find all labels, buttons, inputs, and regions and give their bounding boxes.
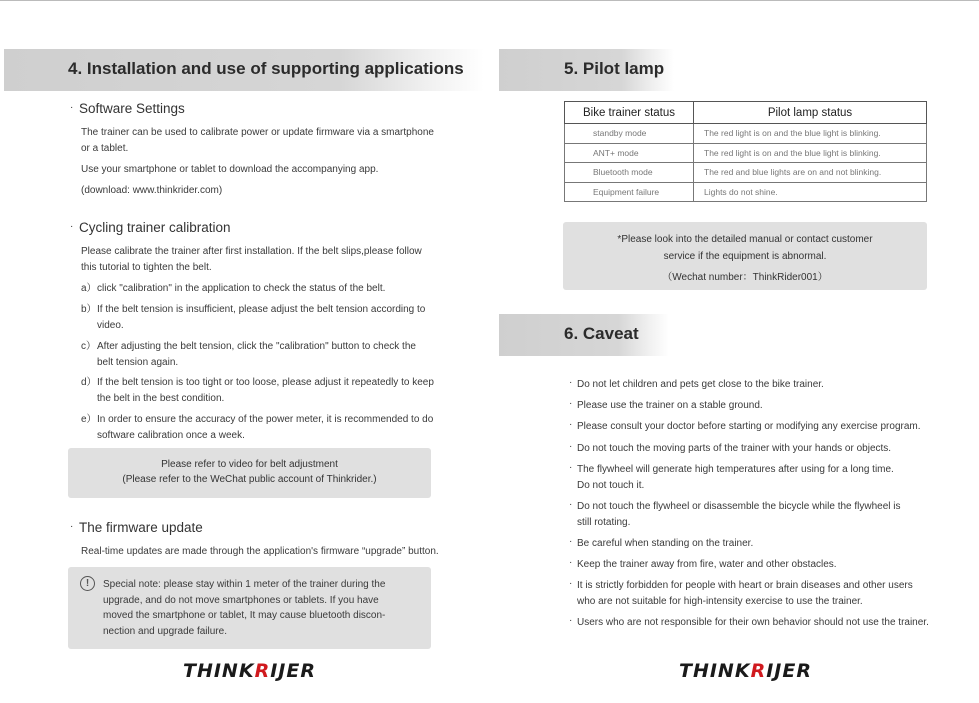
thinkrider-logo-left: THINKRIJER xyxy=(183,660,316,682)
caveat-item: · Please use the trainer on a stable ground. xyxy=(569,398,763,411)
bullet-icon: · xyxy=(569,377,573,388)
calibration-step-a: a） click "calibration" in the application to check the status of the belt. xyxy=(81,283,386,294)
bullet-icon: · xyxy=(70,521,74,532)
contact-notice-box: *Please look into the detailed manual or contact customer service if the equipment is abnormal. （Wechat number：ThinkRider001） xyxy=(563,222,927,290)
table-cell: standby mode xyxy=(565,124,694,144)
caveat-item: · Users who are not responsible for their own behavior should not use the trainer. xyxy=(569,615,929,628)
table-cell: The red light is on and the blue light is blinking. xyxy=(694,143,927,163)
thinkrider-logo-right: THINKRIJER xyxy=(679,660,812,682)
table-cell: Equipment failure xyxy=(565,182,694,202)
table-cell: The red light is on and the blue light is blinking. xyxy=(694,124,927,144)
table-header: Pilot lamp status xyxy=(694,102,927,124)
firmware-paragraph: Real-time updates are made through the application's firmware “upgrade” button. xyxy=(81,546,439,557)
section-title: 5. Pilot lamp xyxy=(564,59,665,78)
caveat-item: · Be careful when standing on the trainer. xyxy=(569,536,754,549)
caveat-item: · Do not touch the flywheel or disassemble the bicycle while the flywheel is still rotating. xyxy=(569,499,901,528)
bullet-icon: · xyxy=(569,557,573,568)
table-row xyxy=(565,182,927,202)
special-note-text: Special note: please stay within 1 meter of the trainer during the upgrade, and do not move smartphones or tablets. If you have moved the smartphone or tablet, It may cause bluetooth discon- nection and upgrade failure. xyxy=(103,579,386,637)
calibration-step-b: b） If the belt tension is insufficient, please adjust the belt tension according to video. xyxy=(81,304,426,331)
caveat-item: · Do not let children and pets get close to the bike trainer. xyxy=(569,377,824,390)
bullet-icon: · xyxy=(569,536,573,547)
table-row xyxy=(565,124,927,144)
bullet-icon: · xyxy=(70,102,74,113)
bullet-icon: · xyxy=(569,462,573,473)
caveat-item: · Please consult your doctor before starting or modifying any exercise program. xyxy=(569,419,921,432)
belt-adjustment-note: Please refer to video for belt adjustment (Please refer to the WeChat public account of Thinkrider.) xyxy=(68,448,431,498)
section-header-installation xyxy=(4,49,484,91)
pilot-lamp-table xyxy=(564,101,927,202)
bullet-icon: · xyxy=(569,499,573,510)
firmware-heading: · The firmware update xyxy=(70,520,203,535)
bullet-icon: · xyxy=(569,615,573,626)
special-note-box xyxy=(68,567,431,649)
bullet-icon: · xyxy=(569,398,573,409)
download-link[interactable]: (download: www.thinkrider.com) xyxy=(81,185,223,196)
bullet-icon: · xyxy=(569,578,573,589)
software-settings-heading: · Software Settings xyxy=(70,101,185,116)
bullet-icon: · xyxy=(70,221,74,232)
section-header-caveat xyxy=(499,314,669,356)
table-row xyxy=(565,143,927,163)
caveat-item: · Do not touch the moving parts of the trainer with your hands or objects. xyxy=(569,441,892,454)
top-border xyxy=(0,0,979,1)
section-header-pilot-lamp xyxy=(499,49,674,91)
table-cell: ANT+ mode xyxy=(565,143,694,163)
caveat-item: · It is strictly forbidden for people with heart or brain diseases and other users who are not suitable for high-intensity exercise to use the trainer. xyxy=(569,578,913,607)
section-title: 4. Installation and use of supporting applications xyxy=(68,59,464,78)
software-paragraph-2: Use your smartphone or tablet to download the accompanying app. xyxy=(81,164,379,175)
table-cell: Bluetooth mode xyxy=(565,163,694,183)
calibration-intro: Please calibrate the trainer after first installation. If the belt slips,please follow this tutorial to tighten the belt. xyxy=(81,246,422,273)
software-paragraph-1: The trainer can be used to calibrate power or update firmware via a smartphone or a tablet. xyxy=(81,127,434,154)
caveat-item: · The flywheel will generate high temperatures after using for a long time. Do not touch it. xyxy=(569,462,894,491)
calibration-step-e: e） In order to ensure the accuracy of the power meter, it is recommended to do software calibration once a week. xyxy=(81,414,434,441)
calibration-step-c: c） After adjusting the belt tension, click the "calibration" button to check the belt tension again. xyxy=(81,341,416,368)
calibration-step-d: d） If the belt tension is too tight or too loose, please adjust it repeatedly to keep the belt in the best condition. xyxy=(81,377,434,404)
bullet-icon: · xyxy=(569,441,573,452)
table-cell: The red and blue lights are on and not blinking. xyxy=(694,163,927,183)
warning-icon: ! xyxy=(80,576,95,591)
caveat-item: · Keep the trainer away from fire, water and other obstacles. xyxy=(569,557,837,570)
table-header: Bike trainer status xyxy=(565,102,694,124)
table-row xyxy=(565,163,927,183)
table-header-row xyxy=(565,102,927,124)
bullet-icon: · xyxy=(569,419,573,430)
table-cell: Lights do not shine. xyxy=(694,182,927,202)
section-title: 6. Caveat xyxy=(564,324,639,343)
calibration-heading: · Cycling trainer calibration xyxy=(70,220,231,235)
